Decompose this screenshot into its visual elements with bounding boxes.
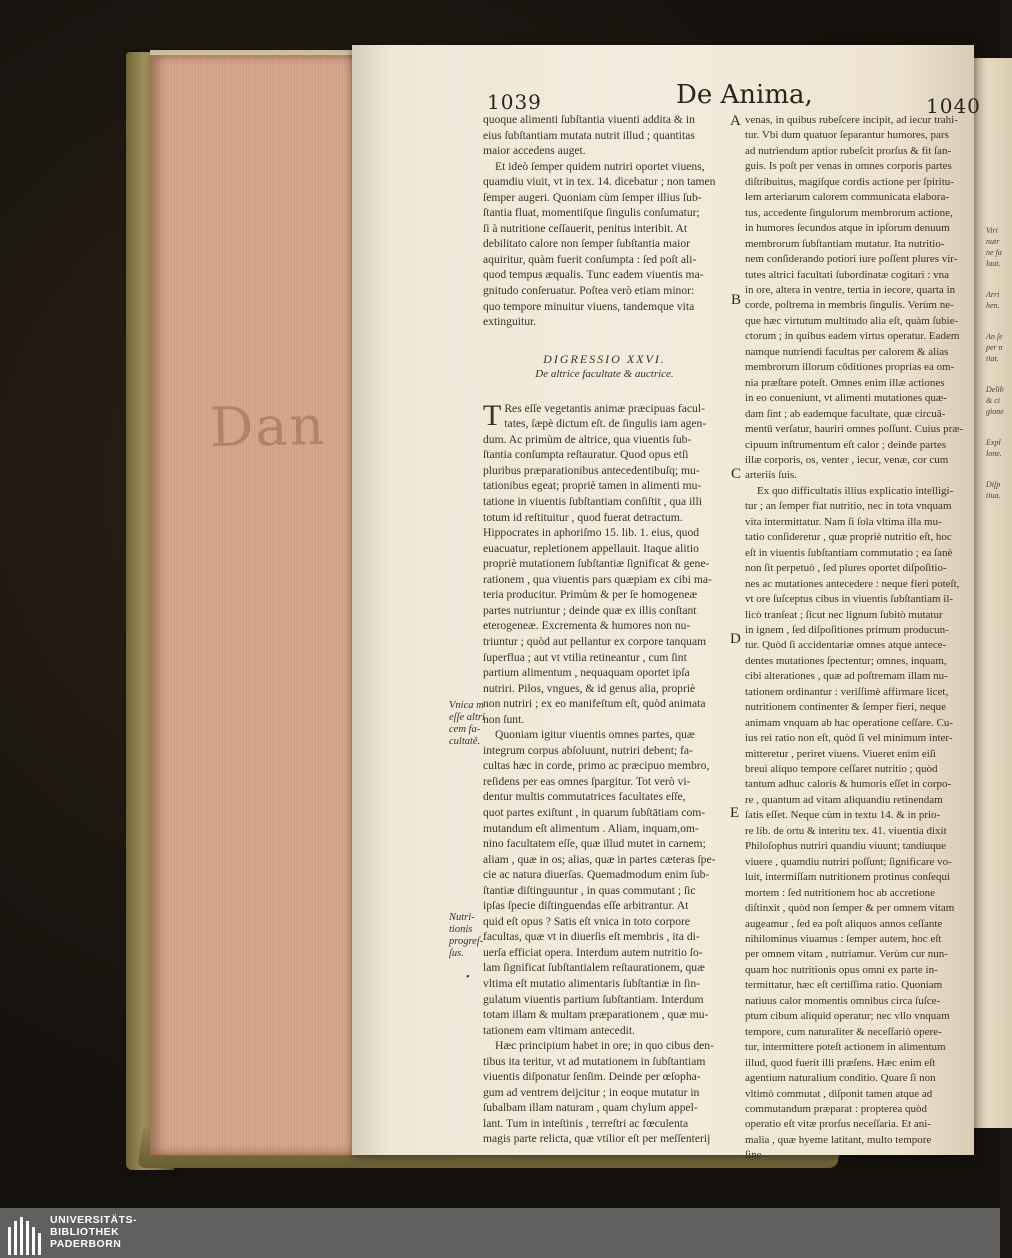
text-line: dam ſint ; ab eademque facultate, quæ circuā- — [745, 407, 946, 420]
text-line: lam ſignificat ſubſtantialem reſtaurationem, quæ — [483, 961, 705, 975]
text-line: per omnem vitam , nutriamur. Verùm cur nun- — [745, 948, 948, 961]
text-line: totam illam & multam præparationem , quæ mu- — [483, 1008, 709, 1022]
text-line: Philoſophus nutriri quandiu viuunt; tandiuque — [745, 840, 947, 853]
text-line: Vnica m — [449, 700, 484, 711]
text-line: ius rei ratio non eſt, quòd ſi vel minimum inter- — [745, 732, 953, 745]
text-line: ſtantia conſumpta reſtauratur. Quod opus etſi — [483, 448, 689, 462]
showthrough-text: Dan — [209, 393, 327, 460]
next-page-fragment: gione — [986, 407, 1004, 416]
text-line: ſuperflua ; aut vt vtilia retineantur , cum ſint — [483, 650, 687, 664]
text-line: Hæc principium habet in ore; in quo cibus den- — [495, 1039, 714, 1053]
next-page-fragment: hen. — [986, 301, 1000, 310]
text-line: cultatē. — [449, 736, 481, 747]
text-line: illud, quod fuerit illi præſens. Hæc enim eſt — [745, 1056, 936, 1069]
page-number-left: 1039 — [487, 90, 542, 114]
left-para-2 — [483, 159, 726, 330]
text-line: integrum corpus abſoluunt, nutriri debent; fa- — [483, 743, 693, 757]
text-line: in ignem , ſed diſpoſitiones primum producun- — [745, 623, 949, 636]
text-line: uerſa efficiat opera. Interdum autem nutritio ſo- — [483, 945, 703, 959]
text-line: gum ad ventrem deijcitur ; in eoque mutatur in — [483, 1085, 700, 1099]
text-line: cibi alterationes , quæ ad poſtremam illam nu- — [745, 670, 948, 683]
text-line: tatione in viuentis ſubſtantiam conſiſtit , qua illi — [483, 495, 702, 509]
text-line: ipſas ſpecie diſtinguendas eſſe arbitrantur. At — [483, 899, 689, 913]
next-page-fragment: per n — [986, 343, 1003, 352]
text-line: non ſunt. — [483, 712, 525, 726]
text-line: mortem : ſed nutritionem hoc ab accretione — [745, 886, 935, 899]
text-line: agentium naturalium conditio. Quare ſi non — [745, 1072, 936, 1085]
text-line: teria producitur. Primùm & per ſe homogeneæ — [483, 588, 698, 602]
text-line: mitteretur , periret viuens. Viueret enim eiſi — [745, 747, 936, 760]
text-line: tempore, cum naturaliter & neceſſariò opere- — [745, 1025, 942, 1038]
text-line: commutandum præparat : propterea quòd — [745, 1103, 928, 1115]
text-line: non nutriri ; ex eo manifeſtum eſt, quòd animata — [483, 697, 706, 711]
text-line: quod tempus æqualis. Tunc eadem viuentis ma- — [483, 268, 704, 282]
library-name — [50, 1214, 137, 1250]
text-line: ad nutriendum aptior rubeſcit prorſus & fit ſan- — [745, 144, 952, 157]
text-line: eius ſubſtantiam mutata nutrit illud ; quantitas — [483, 128, 695, 142]
next-page-fragment: Diſp — [986, 480, 1001, 489]
text-line: quam hoc nutritionis opus omni ex parte in- — [745, 963, 938, 976]
text-line: ſemper augeri. Quoniam cùm ſemper illius ſub- — [483, 190, 702, 204]
text-line: tationem ordinantur : veriſſimè affirmare licet, — [745, 685, 949, 698]
text-line: magis parte relicta, quæ vtilior eſt per meſſenterij — [483, 1132, 711, 1146]
text-line: gulatum viuentis partium ſubſtantiam. Interdum — [483, 992, 704, 1006]
left-text-column — [483, 112, 726, 1147]
text-line: malia , quæ hyeme latitant, multo tempore — [745, 1133, 932, 1146]
text-line: eterogeneæ. Excrementa & humores non nu- — [483, 619, 691, 633]
text-line: ſtantia fluat, momentiſque ſingulis conſumatur; — [483, 206, 700, 220]
text-line: tur, intermittere poteſt actionem in alimentum — [745, 1041, 946, 1054]
library-name-line-1: UNIVERSITÄTS- — [50, 1214, 138, 1226]
margin-note-unica — [449, 700, 485, 748]
text-line: partium alimentum , nequaquam oportet ipſa — [483, 666, 690, 680]
text-line: cie ac natura diuerſas. Quemadmodum enim ſub- — [483, 868, 710, 882]
text-line: dentes mutationes ſpectentur; omnes, inquam, — [745, 654, 947, 667]
text-line: quo tempore minuitur viuens, tandemque vita — [483, 299, 695, 313]
text-line: ctorum ; in quibus eadem virtus operatur. Eadem — [745, 330, 960, 343]
right-text-column — [745, 113, 967, 1162]
section-letter-c: C — [731, 466, 742, 482]
text-line: vltima eſt mutatio alimentaris ſubſtantiæ in ſin- — [483, 976, 701, 990]
text-line: termittatur, hæc eſt certiſſima ratio. Quoniam — [745, 979, 943, 992]
text-line: tutes altrici facultati ſubordinatæ cogitari : vna — [745, 268, 950, 281]
left-para-5 — [483, 1038, 726, 1147]
text-line: nia præſtare poteſt. Omnes enim illæ actiones — [745, 376, 945, 389]
running-title: De Anima, — [676, 80, 813, 110]
text-line: nes ac mutationes antecedere : neque fieri poteſt, — [745, 577, 960, 590]
text-line: vltimò commutat , diſponit tamen atque ad — [745, 1087, 933, 1100]
text-line: tionis — [449, 924, 473, 935]
text-line: triuntur ; quòd aut pellantur ex corpore tanquam — [483, 634, 707, 648]
library-name-line-3: PADERBORN — [50, 1238, 122, 1250]
hand-mark: • — [466, 972, 470, 983]
text-line: extinguitur. — [483, 315, 537, 329]
library-footer-bar — [0, 1208, 1000, 1258]
text-line: Nutri- — [449, 912, 475, 923]
text-line: Quoniam igitur viuentis omnes partes, quæ — [495, 728, 695, 742]
text-line: non ſit perpetuò , ſed plures oportet diſpoſitio- — [745, 562, 947, 575]
text-line: gnitudo conſeruatur. Poſtea verò etiam minor: — [483, 284, 695, 298]
text-line: natiuus calor momentis omnibus circa ſuſce- — [745, 994, 941, 1007]
text-line: pluribus præparationibus antecedentibuſq; mu- — [483, 463, 700, 477]
text-line: euacuatur, repletionem appellauit. Itaque alitio — [483, 541, 699, 555]
text-line: venas, in quibus rubeſcere incipit, ad iecur trahi- — [745, 114, 958, 126]
text-line: reſidens per eas omnes ſpargitur. Tot verò vi- — [483, 774, 691, 788]
text-line: quamdiu viuit, vt in tex. 14. dicebatur ; non tamen — [483, 175, 716, 189]
next-page-fragment: ne fa — [986, 248, 1002, 257]
text-line: cultas hæc in corde, primo ac præcipuo membro, — [483, 759, 710, 773]
text-line: augeamur , ſed ea poſt aliquos annos ceſſante — [745, 917, 943, 930]
text-line: tibus ita teritur, vt ad mutationem in ſubſtantiam — [483, 1054, 706, 1068]
text-line: debilitato calore non ſemper ſubſtantia maior — [483, 237, 691, 251]
text-line: Et ideò ſemper quidem nutriri oportet viuens, — [495, 159, 705, 173]
text-line: mentū verſatur, hauriri omnes poſſunt. Cuius præ- — [745, 423, 964, 436]
text-line: nihilominus viuamus : ſemper autem, hoc eſt — [745, 933, 942, 946]
next-page-fragment: tiua. — [986, 491, 1001, 500]
text-line: lem arteriarum calorem communicata elabora- — [745, 191, 950, 204]
text-line: totum id reſtituitur , quod fuerat detractum. — [483, 510, 683, 524]
text-line: luit, intermiſſam nutritionem protinus conſequi — [745, 871, 950, 884]
next-page-fragment: laut. — [986, 259, 1001, 268]
left-para-4 — [483, 727, 726, 1038]
next-page-fragment: Expl — [986, 438, 1001, 447]
text-line: que hæc virtutum multitudo alia eſt, quàm ſubie- — [745, 314, 959, 327]
text-line: ſtantiæ diſtinguuntur , in quas commutant ; ſic — [483, 883, 696, 897]
next-page-fragment: tiat. — [986, 354, 999, 363]
left-para-1 — [483, 112, 726, 159]
text-line: tur. Quòd ſi accidentariæ omnes atque antece- — [745, 639, 947, 652]
next-page-fragment: & ci — [986, 396, 1000, 405]
section-letter-a: A — [730, 113, 741, 129]
text-line: ſubalbam illam naturam , quam chylum appel- — [483, 1101, 698, 1115]
next-page-fragment: nutr — [986, 237, 1000, 246]
text-line: eſſe altri — [449, 712, 485, 723]
text-line: eſt in viuentis ſubſtantiam commutatio ; ea ſanè — [745, 546, 953, 559]
text-line: guis. Is poſt per venas in omnes corporis partes — [745, 160, 952, 173]
text-line: re , quantum ad vitam aliquandiu retinendam — [745, 793, 943, 806]
section-letter-b: B — [731, 292, 742, 308]
text-line: ſus. — [449, 948, 464, 959]
text-line: nino facultatem eſſe, quæ illud mutet in carnem; — [483, 837, 706, 851]
text-line: Hippocrates in aphoriſmo 15. lib. 1. eius, quod — [483, 526, 700, 540]
text-line: rationem , qua viuentis pars quæpiam ex cibi ma- — [483, 572, 712, 586]
section-letter-d: D — [730, 631, 741, 647]
text-line: quid eſt opus ? Satis eſt vnica in toto corpore — [483, 914, 691, 928]
text-line: progreſ- — [449, 936, 484, 947]
text-line: diſtinxit , quòd non ſemper & per omnem vitam — [745, 902, 955, 915]
text-line: tantum adhuc caloris & humoris eſſet in corpo- — [745, 778, 952, 791]
section-letter-e: E — [730, 805, 740, 821]
text-line: breui aliquo tempore ceſſaret nutritio ; quòd — [745, 763, 938, 776]
text-line: partes nutriuntur ; deinde quæ ex illis conſtant — [483, 603, 697, 617]
right-para-1 — [745, 113, 967, 484]
text-line: propriè mutationem ſubſtantiæ ſignificat & gene- — [483, 557, 710, 571]
text-line: nutriri. Pilos, vngues, & id genus alia, propriè — [483, 681, 696, 695]
text-line: membrorum illorum cōditiones proprias ea om- — [745, 361, 955, 374]
drop-cap: T — [483, 398, 502, 432]
text-line: ptum cibum aliquid operatur; nec vllo vnquam — [745, 1010, 950, 1023]
page-number-right: 1040 — [926, 94, 981, 118]
text-line: nem conſiderando potiori iure poſſent plures vir- — [745, 253, 958, 266]
next-page-fragment: Delib — [986, 385, 1004, 394]
next-page-fragment: An ſe — [986, 332, 1003, 341]
right-para-2 — [745, 484, 967, 1164]
text-line: dum. Ac primùm de altrice, qua viuentis ſub- — [483, 432, 692, 446]
text-line: nutritionem continenter & ſemper fieri, neque — [745, 701, 946, 714]
text-line: tur ; an ſemper fiat nutritio, nec in tota vnquam — [745, 500, 952, 513]
margin-note-nutritionis — [449, 912, 483, 960]
next-page-margin-fragments — [986, 225, 1004, 501]
text-line: ſine — [745, 1149, 762, 1162]
text-line: illæ corporis, os, venter , iecur, venæ, cor cum — [745, 453, 949, 466]
text-line: cem fa- — [449, 724, 481, 735]
text-line: lant. Tum in inteſtinis , terreſtri ac fœculenta — [483, 1116, 689, 1130]
text-line: Res eſſe vegetantis animæ præcipuas facul- — [504, 401, 705, 415]
text-line: corde, poſtrema in membris ſingulis. Verùm ne- — [745, 299, 954, 312]
text-line: mutandum eſt alimentum . Aliam, inquam,om- — [483, 821, 699, 835]
text-line: aliam , quæ in os; alias, quæ in partes cæteras ſpe- — [483, 852, 716, 866]
text-line: in humores ſecundos atque in ipſorum denuum — [745, 222, 950, 235]
text-line: ſatis eſſet. Neque cùm in textu 14. & in prio- — [745, 809, 941, 822]
text-line: cipuum inſtrumentum eſt calor ; deinde partes — [745, 438, 946, 451]
text-line: viuentis diſponatur ſenſim. Deinde per œſopha- — [483, 1070, 701, 1084]
text-line: dentur multis commutatrices facultates eſſe, — [483, 790, 686, 804]
text-line: viuere , quamdiu nutriri poſſunt; ſignificare vo- — [745, 855, 952, 868]
library-name-line-2: BIBLIOTHEK — [50, 1226, 120, 1238]
text-line: tationibus egeat; propriè tamen in alimenti mu- — [483, 479, 702, 493]
text-line: tates, ſæpè dictum eſt. de ſingulis iam agen- — [504, 417, 707, 431]
next-page-fragment: Arri — [986, 290, 1000, 299]
text-line: arteriis ſuis. — [745, 469, 797, 482]
text-line: quoque alimenti ſubſtantia viuenti addita & in — [483, 113, 695, 126]
next-page-edge — [972, 58, 1012, 1128]
text-line: vt ore ſuſceptus cibus in viuentis ſubſtantiam il- — [745, 593, 954, 606]
text-line: in ore, altera in ventre, tertia in iecore, quarta in — [745, 283, 956, 296]
text-line: re lib. de ortu & interitu tex. 41. viuentia dixit — [745, 824, 947, 837]
left-para-3 — [483, 398, 726, 727]
page-edges-stack — [150, 55, 365, 1155]
text-line: animam vnquam ab hac operatione ceſſare. Cu- — [745, 716, 953, 729]
digression-title: DIGRESSIO XXVI. — [543, 351, 666, 366]
text-line: namque nutriendi facultas per calorem & alias — [745, 345, 949, 358]
text-line: in eo conueniunt, vt alimenti mutationes quæ- — [745, 392, 947, 405]
next-page-fragment: lone. — [986, 449, 1002, 458]
text-line: tationem eam vltimam antecedit. — [483, 1023, 635, 1037]
text-line: vita intermittatur. Nam ſi ſola vltima illa mu- — [745, 515, 942, 528]
library-logo-icon — [8, 1213, 46, 1255]
text-line: tatio conſideretur , quæ propriè nutritio eſt, hoc — [745, 531, 952, 544]
text-line: aquiritur, quàm fuerit conſumpta : ſed poſt ali- — [483, 252, 697, 266]
text-line: Ex quo difficultatis illius explicatio intelligi- — [757, 484, 954, 497]
text-line: ſi à nutritione ceſſauerit, penitus interibit. At — [483, 221, 688, 235]
text-line: quot partes exiſtunt , in quarum ſubſtātiam com- — [483, 805, 706, 819]
text-line: operatio eſt vitæ prorſus neceſſaria. Et ani- — [745, 1118, 932, 1131]
text-line: diſtribuitus, magiſque cordis actione per ſpiritu- — [745, 175, 954, 188]
text-line: tur. Vbi dum quatuor ſeparantur humores, pars — [745, 129, 949, 142]
digression-subtitle: De altrice facultate & auctrice. — [535, 368, 674, 381]
text-line: membrorum ſubſtantiam mutatur. Ita nutritio- — [745, 237, 945, 250]
text-line: licò tranſeat ; ſicut nec lignum ſubitò mutatur — [745, 608, 943, 621]
text-line: maior accedens auget. — [483, 144, 586, 158]
next-page-fragment: Viri — [986, 226, 998, 235]
text-line: facultas, quæ vt in diuerſis eſt membris , ita di- — [483, 930, 700, 944]
text-line: tus, accedente ſingulorum membrorum actione, — [745, 206, 953, 219]
